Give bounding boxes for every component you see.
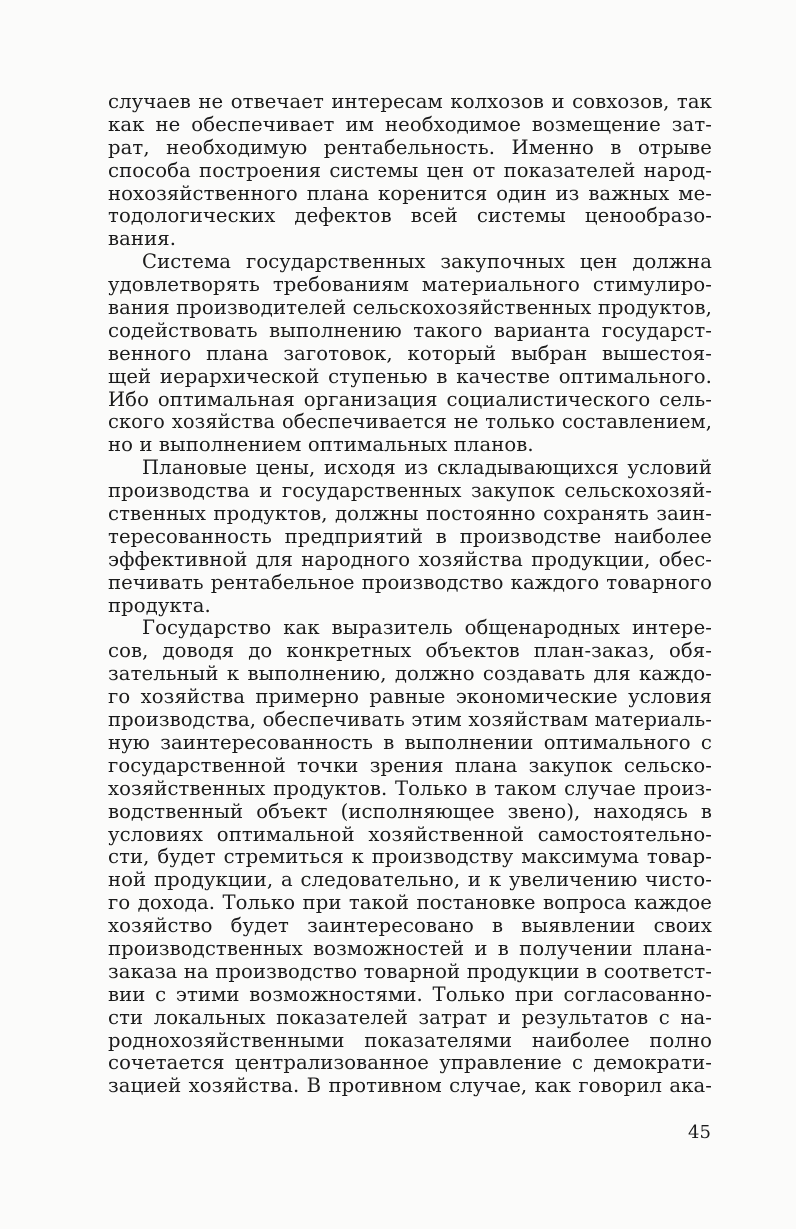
text-line: Государство как выразитель общенародных интере- (142, 616, 712, 640)
text-line: эффективной для народного хозяйства продукции, обес- (108, 547, 712, 571)
text-line: ной продукции, а следовательно, и к увеличению чисто- (108, 868, 712, 892)
text-line: как не обеспечивает им необходимое возмещение зат- (108, 112, 712, 136)
paragraph-2 (108, 251, 712, 457)
text-line: вии с этими возможностями. Только при согласованно- (108, 982, 712, 1006)
text-line: тересованность предприятий в производстве наиболее (108, 524, 712, 548)
text-line: заказа на производство товарной продукции в соответст- (108, 959, 712, 983)
text-line: хозяйственных продуктов. Только в таком случае произ- (108, 776, 712, 800)
text-line: ского хозяйства обеспечивается не только составлением, (108, 410, 712, 434)
text-line: вания производителей сельскохозяйственных продуктов, (108, 296, 712, 320)
text-line: условиях оптимальной хозяйственной самостоятельно- (108, 822, 712, 846)
paragraph-4 (108, 617, 712, 1098)
text-line: сти, будет стремиться к производству максимума товар- (108, 845, 712, 869)
text-line: зательный к выполнению, должно создавать для каждо- (108, 662, 712, 686)
text-line: тодологических дефектов всей системы ценообразо- (108, 204, 712, 228)
paragraph-3 (108, 457, 712, 617)
text-line: зацией хозяйства. В противном случае, как говорил ака- (108, 1074, 712, 1098)
text-line: производства и государственных закупок сельскохозяй- (108, 479, 712, 503)
text-line: удовлетворять требованиям материального стимулиро- (108, 273, 712, 297)
text-line: печивать рентабельное производство каждого товарного (108, 570, 712, 594)
text-line: Плановые цены, исходя из складывающихся условий (142, 456, 712, 480)
text-line: случаев не отвечает интересам колхозов и совхозов, так (108, 90, 712, 113)
text-line: сти локальных показателей затрат и результатов с на- (108, 1005, 712, 1029)
text-line: государственной точки зрения плана закупок сельско- (108, 753, 712, 777)
text-line: Ибо оптимальная организация социалистического сель- (108, 387, 712, 411)
text-line: роднохозяйственными показателями наиболее полно (108, 1028, 712, 1052)
text-line: рат, необходимую рентабельность. Именно в отрыве (108, 135, 712, 159)
text-line: ственных продуктов, должны постоянно сохранять заин- (108, 502, 712, 526)
page-number: 45 (688, 1122, 711, 1143)
text-line: способа построения системы цен от показателей народ- (108, 158, 712, 182)
text-line: хозяйство будет заинтересовано в выявлении своих (108, 914, 712, 938)
text-line: го хозяйства примерно равные экономические условия (108, 685, 712, 709)
text-line: продукта. (108, 593, 211, 617)
text-line: венного плана заготовок, который выбран вышестоя- (108, 341, 712, 365)
text-line: водственный объект (исполняющее звено), находясь в (108, 799, 712, 823)
text-line: производственных возможностей и в получении плана- (108, 936, 712, 960)
text-line: но и выполнением оптимальных планов. (108, 433, 534, 457)
text-line: сов, доводя до конкретных объектов план-заказ, обя- (108, 639, 712, 663)
text-line: вания. (108, 227, 177, 251)
text-line: ную заинтересованность в выполнении оптимального с (108, 730, 712, 754)
text-line: го дохода. Только при такой постановке вопроса каждое (108, 891, 712, 915)
body-text (108, 91, 712, 1098)
text-line: сочетается централизованное управление с демократи- (108, 1051, 712, 1075)
text-line: Система государственных закупочных цен должна (142, 250, 712, 274)
text-line: нохозяйственного плана коренится один из важных ме- (108, 181, 712, 205)
paragraph-1 (108, 91, 712, 251)
text-line: щей иерархической ступенью в качестве оптимального. (108, 364, 712, 388)
text-line: содействовать выполнению такого варианта государст- (108, 318, 712, 342)
text-line: производства, обеспечивать этим хозяйствам материаль- (108, 708, 712, 732)
